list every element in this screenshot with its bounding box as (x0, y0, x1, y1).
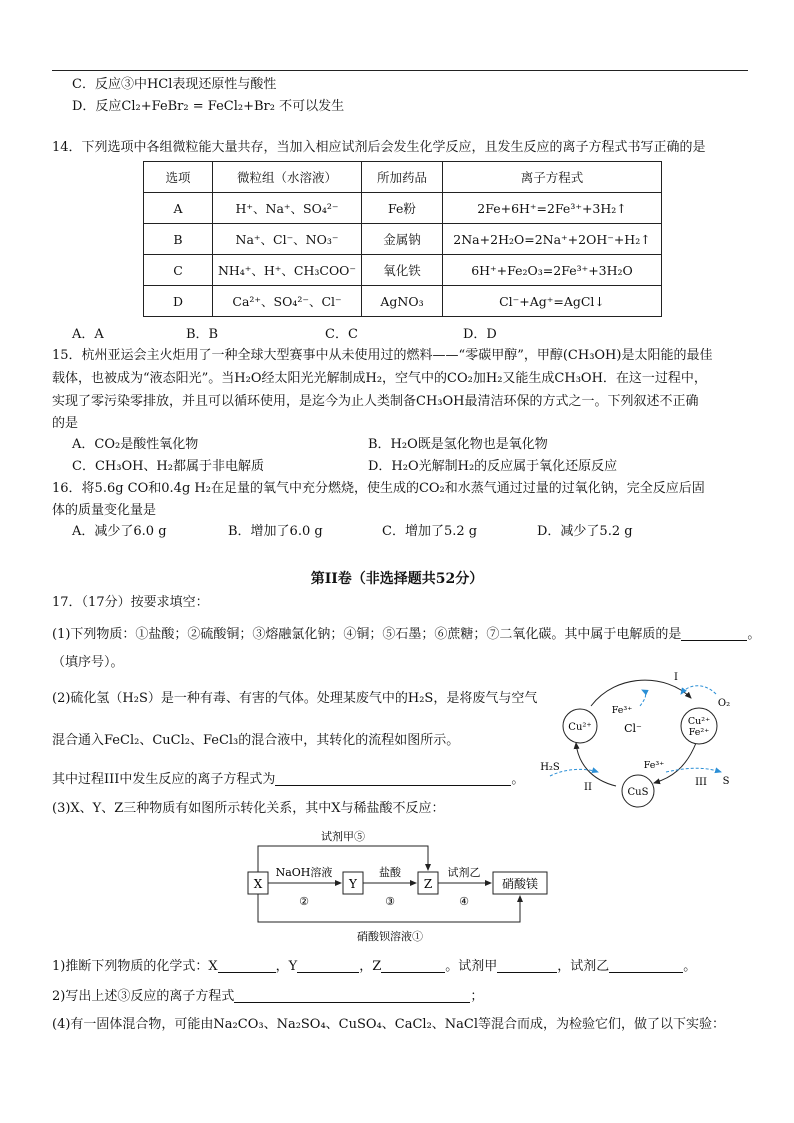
hcl-label: 盐酸 (379, 866, 401, 879)
q16-option-a: A．减少了6.0 g (72, 524, 167, 539)
table-row (144, 224, 662, 255)
cycle-diagram (536, 668, 758, 808)
fe3-label-bottom: Fe³⁺ (643, 760, 665, 771)
arrow-process-ii (576, 743, 616, 786)
process-i-label: I (674, 672, 678, 683)
punctuation: 。 (683, 959, 697, 974)
table-row (144, 162, 662, 193)
table-cell: 微粒组（水溶液） (213, 162, 362, 193)
header-rule (52, 70, 748, 71)
answer-blank[interactable] (497, 958, 557, 973)
bano3-label: 硝酸钡溶液① (357, 930, 423, 943)
q15-option-a: A．CO₂是酸性氧化物 (72, 437, 199, 452)
table-cell: 离子方程式 (443, 162, 662, 193)
chloride-label: Cl⁻ (624, 722, 642, 735)
answer-blank[interactable] (275, 771, 511, 786)
reagent-b-label: 试剂乙 (447, 866, 481, 879)
table-cell: 氧化铁 (362, 255, 443, 286)
q15-option-c: C．CH₃OH、H₂都属于非电解质 (72, 459, 264, 474)
process-iii-label: III (695, 777, 707, 788)
label-reagent-b: ，试剂乙 (557, 959, 610, 974)
table-cell: 2Fe+6H⁺=2Fe³⁺+3H₂↑ (443, 193, 662, 224)
table-cell: 2Na+2H₂O=2Na⁺+2OH⁻+H₂↑ (443, 224, 662, 255)
q15-stem-line1: 15．杭州亚运会主火炬用了一种全球大型赛事中从未使用过的燃料——“零碳甲醇”，甲醇(CH₃OH)是太阳能的最佳 (52, 348, 713, 363)
node-cus-label: CuS (627, 787, 649, 798)
fe3-label-left: Fe³⁺ (611, 705, 633, 716)
label-z: ，Z (359, 959, 382, 974)
label-x: 1)推断下列物质的化学式：X (52, 959, 218, 974)
q17-stem: 17．（17分）按要求填空： (52, 595, 209, 610)
q14-option-b: B．B (186, 327, 219, 342)
table-cell: Cl⁻+Ag⁺=AgCl↓ (443, 286, 662, 317)
table-cell: C (144, 255, 213, 286)
q17-part2-line3 (52, 771, 524, 789)
q17-part1-note: （填序号）。 (52, 655, 124, 670)
q17-part4: (4)有一固体混合物，可能由Na₂CO₃、Na₂SO₄、CuSO₄、CaCl₂、NaCl等混合而成，为检验它们，做了以下实验： (52, 1017, 726, 1032)
q17-part2-text: 其中过程III中发生反应的离子方程式为 (52, 772, 276, 787)
step3-label: ③ (385, 895, 395, 908)
q17-part3-1 (52, 958, 696, 976)
arrow-process-i (591, 680, 691, 706)
oxygen-label: O₂ (717, 698, 731, 709)
flow-diagram (240, 828, 570, 944)
node-cu2-label: Cu²⁺ (568, 722, 592, 733)
q14-option-d: D．D (463, 327, 497, 342)
box-y-label: Y (349, 877, 357, 891)
naoh-label: NaOH溶液 (275, 866, 333, 879)
q16-option-c: C．增加了5.2 g (382, 524, 478, 539)
q13-option-c: C．反应③中HCl表现还原性与酸性 (72, 77, 277, 92)
fe3-output-arrow (640, 690, 646, 706)
q16-stem-line2: 体的质量变化量是 (52, 503, 157, 518)
label-y: ，Y (275, 959, 298, 974)
punctuation: 。 (747, 627, 761, 642)
answer-blank[interactable] (609, 958, 683, 973)
answer-blank[interactable] (297, 958, 359, 973)
q17-part3: (3)X、Y、Z三种物质有如图所示转化关系，其中X与稀盐酸不反应： (52, 801, 445, 816)
q14-stem: 14．下列选项中各组微粒能大量共存，当加入相应试剂后会发生化学反应，且发生反应的离子方程式书写正确的是 (52, 140, 706, 155)
answer-blank[interactable] (234, 988, 470, 1003)
q16-stem-line1: 16．将5.6g CO和0.4g H₂在足量的氧气中充分燃烧，使生成的CO₂和水蒸气通过过量的过氧化钠，完全反应后固 (52, 481, 705, 496)
label-reagent-a: 。试剂甲 (445, 959, 498, 974)
sulfur-label: S (722, 776, 730, 787)
table-row (144, 286, 662, 317)
table-cell: NH₄⁺、H⁺、CH₃COO⁻ (213, 255, 362, 286)
table-cell: 所加药品 (362, 162, 443, 193)
table-cell: D (144, 286, 213, 317)
q15-stem-line3: 实现了零污染零排放，并且可以循环使用，是迄今为止人类制备CH₃OH最清洁环保的方式之一。下列叙述不正确 (52, 394, 699, 409)
section-title: 第II卷（非选择题共52分） (310, 571, 484, 587)
table-cell: 选项 (144, 162, 213, 193)
table-cell: A (144, 193, 213, 224)
punctuation: 。 (511, 772, 525, 787)
q17-part2-line2: 混合通入FeCl₂、CuCl₂、FeCl₃的混合液中，其转化的流程如图所示。 (52, 733, 460, 748)
table-cell: Ca²⁺、SO₄²⁻、Cl⁻ (213, 286, 362, 317)
q15-option-b: B．H₂O既是氢化物也是氧化物 (368, 437, 548, 452)
q13-option-d: D．反应Cl₂+FeBr₂ = FeCl₂+Br₂ 不可以发生 (72, 99, 345, 114)
table-cell: H⁺、Na⁺、SO₄²⁻ (213, 193, 362, 224)
node-fe2-label: Fe²⁺ (688, 727, 710, 738)
q17-part3-2-text: 2)写出上述③反应的离子方程式 (52, 989, 235, 1004)
h2s-label: H₂S (540, 762, 560, 773)
q14-table (143, 161, 662, 317)
step4-label: ④ (459, 895, 469, 908)
table-cell: 6H⁺+Fe₂O₃=2Fe³⁺+3H₂O (443, 255, 662, 286)
process-ii-label: II (584, 782, 592, 793)
reagent-a-label: 试剂甲⑤ (321, 830, 365, 843)
q16-option-b: B．增加了6.0 g (228, 524, 323, 539)
o2-input-arrow (681, 686, 716, 694)
table-cell: 金属钠 (362, 224, 443, 255)
table-cell: Fe粉 (362, 193, 443, 224)
s-output-arrow (666, 768, 721, 772)
table-row (144, 193, 662, 224)
answer-blank[interactable] (381, 958, 445, 973)
q17-part2-line1: (2)硫化氢（H₂S）是一种有毒、有害的气体。处理某废气中的H₂S，是将废气与空气 (52, 691, 538, 706)
box-product-label: 硝酸镁 (501, 877, 539, 891)
q14-option-c: C．C (325, 327, 358, 342)
q17-part1-text: (1)下列物质：①盐酸；②硫酸铜；③熔融氯化钠；④铜；⑤石墨；⑥蔗糖；⑦二氧化碳。其中属于电解质的是 (52, 627, 682, 642)
answer-blank[interactable] (681, 626, 747, 641)
q17-part1 (52, 626, 760, 644)
q15-stem-line4: 的是 (52, 416, 79, 431)
punctuation: ； (470, 989, 484, 1004)
q17-part3-2 (52, 988, 483, 1006)
box-z-label: Z (423, 877, 433, 891)
q15-option-d: D．H₂O光解制H₂的反应属于氧化还原反应 (368, 459, 618, 474)
node-cu2-label: Cu²⁺ (687, 716, 711, 727)
answer-blank[interactable] (218, 958, 276, 973)
table-cell: Na⁺、Cl⁻、NO₃⁻ (213, 224, 362, 255)
table-cell: B (144, 224, 213, 255)
step2-label: ② (299, 895, 309, 908)
q16-option-d: D．减少了5.2 g (537, 524, 633, 539)
q14-option-a: A．A (72, 327, 104, 342)
q15-stem-line2: 载体，也被成为“液态阳光”。当H₂O经太阳光光解制成H₂，空气中的CO₂加H₂又能生成CH₃OH．在这一过程中， (52, 371, 707, 386)
box-x-label: X (253, 877, 263, 891)
table-row (144, 255, 662, 286)
table-cell: AgNO₃ (362, 286, 443, 317)
